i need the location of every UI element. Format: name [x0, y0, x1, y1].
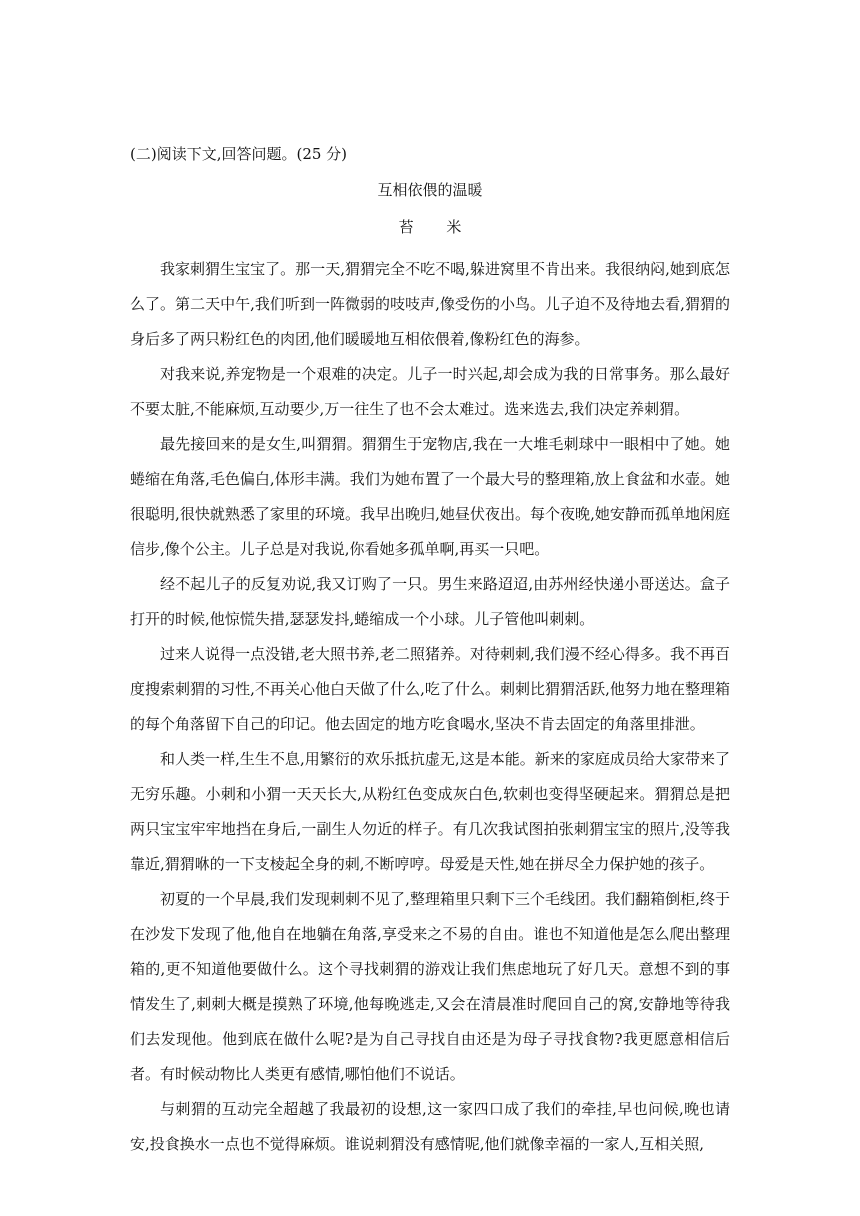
paragraph-6: 和人类一样,生生不息,用繁衍的欢乐抵抗虚无,这是本能。新来的家庭成员给大家带来了无穷乐趣。小刺和小猬一天天长大,从粉红色变成灰白色,软刺也变得坚硬起来。猬猬总是把两只宝宝牢牢地挡在身后,一副生人勿近的样子。有几次我试图拍张刺猬宝宝的照片,没等我靠近,猬猬咻的一下支棱起全身的刺,不断哼哼。母爱是天性,她在拼尽全力保护她的孩子。 [130, 750, 730, 873]
paragraph-3: 最先接回来的是女生,叫猬猬。猬猬生于宠物店,我在一大堆毛刺球中一眼相中了她。她蜷缩在角落,毛色偏白,体形丰满。我们为她布置了一个最大号的整理箱,放上食盆和水壶。她很聪明,很快就熟悉了家里的环境。我早出晚归,她昼伏夜出。每个夜晚,她安静而孤单地闲庭信步,像个公主。儿子总是对我说,你看她多孤单啊,再买一只吧。 [130, 435, 730, 558]
article-title: 互相依偎的温暖 [377, 181, 483, 199]
question-heading: (二)阅读下文,回答问题。(25 分) [130, 145, 348, 163]
article-body [130, 252, 730, 1162]
paragraph-7: 初夏的一个早晨,我们发现刺刺不见了,整理箱里只剩下三个毛线团。我们翻箱倒柜,终于在沙发下发现了他,他自在地躺在角落,享受来之不易的自由。谁也不知道他是怎么爬出整理箱的,更不知道他要做什么。这个寻找刺猬的游戏让我们焦虑地玩了好几天。意想不到的事情发生了,刺刺大概是摸熟了环境,他每晚逃走,又会在清晨准时爬回自己的窝,安静地等待我们去发现他。他到底在做什么呢?是为自己寻找自由还是为母子寻找食物?我更愿意相信后者。有时候动物比人类更有感情,哪怕他们不说话。 [130, 890, 730, 1083]
article-author: 苔 米 [398, 218, 476, 236]
paragraph-2: 对我来说,养宠物是一个艰难的决定。儿子一时兴起,却会成为我的日常事务。那么最好不要太脏,不能麻烦,互动要少,万一往生了也不会太难过。选来选去,我们决定养刺猬。 [130, 365, 730, 418]
paragraph-5: 过来人说得一点没错,老大照书养,老二照猪养。对待刺刺,我们漫不经心得多。我不再百度搜索刺猬的习性,不再关心他白天做了什么,吃了什么。刺刺比猬猬活跃,他努力地在整理箱的每个角落留下自己的印记。他去固定的地方吃食喝水,坚决不肯去固定的角落里排泄。 [130, 645, 730, 733]
paragraph-4: 经不起儿子的反复劝说,我又订购了一只。男生来路迢迢,由苏州经快递小哥送达。盒子打开的时候,他惊慌失措,瑟瑟发抖,蜷缩成一个小球。儿子管他叫刺刺。 [130, 575, 730, 628]
paragraph-1: 我家刺猬生宝宝了。那一天,猬猬完全不吃不喝,躲进窝里不肯出来。我很纳闷,她到底怎么了。第二天中午,我们听到一阵微弱的吱吱声,像受伤的小鸟。儿子迫不及待地去看,猬猬的身后多了两只粉红色的肉团,他们暖暖地互相依偎着,像粉红色的海参。 [130, 260, 730, 348]
paragraph-8: 与刺猬的互动完全超越了我最初的设想,这一家四口成了我们的牵挂,早也问候,晚也请安,投食换水一点也不觉得麻烦。谁说刺猬没有感情呢,他们就像幸福的一家人,互相关照, [130, 1100, 730, 1153]
